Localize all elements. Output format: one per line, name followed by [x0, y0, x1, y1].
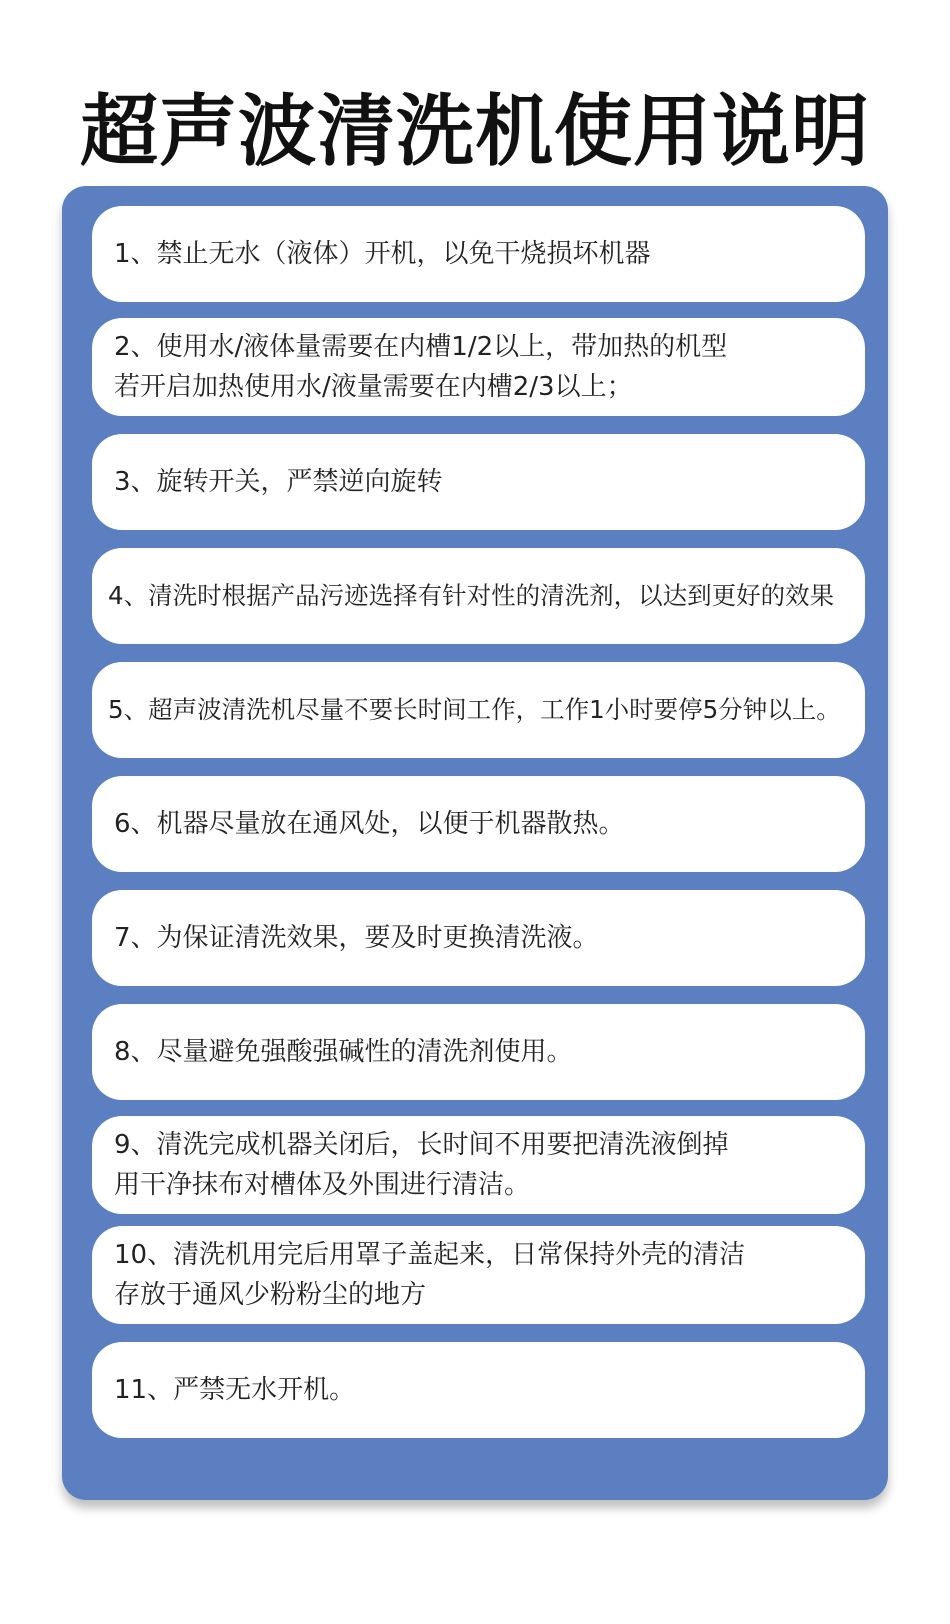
instruction-card-11 — [92, 1342, 865, 1438]
instruction-card-7 — [92, 890, 865, 986]
instruction-line: 3、旋转开关，严禁逆向旋转 — [114, 467, 443, 497]
instruction-text — [114, 804, 625, 844]
instruction-card-3 — [92, 434, 865, 530]
instruction-text — [114, 1370, 355, 1410]
instruction-text — [114, 327, 727, 407]
instruction-text — [108, 576, 834, 616]
instruction-card-10 — [92, 1226, 865, 1324]
instructions-panel — [62, 186, 888, 1500]
instruction-text — [114, 1235, 745, 1315]
instruction-line: 10、清洗机用完后用罩子盖起来，日常保持外壳的清洁 — [114, 1240, 746, 1270]
page-title: 超声波清洗机使用说明 — [79, 87, 870, 177]
instruction-line: 9、清洗完成机器关闭后，长时间不用要把清洗液倒掉 — [114, 1130, 729, 1160]
instruction-card-4 — [92, 548, 865, 644]
instruction-card-1 — [92, 206, 865, 302]
instruction-line: 若开启加热使用水/液量需要在内槽2/3以上； — [114, 372, 633, 402]
instruction-text — [114, 918, 599, 958]
instruction-card-9 — [92, 1116, 865, 1214]
instruction-text — [114, 1032, 573, 1072]
instruction-text — [108, 690, 841, 730]
instruction-card-2 — [92, 318, 865, 416]
instruction-line: 用干净抹布对槽体及外围进行清洁。 — [114, 1170, 531, 1200]
instruction-line: 1、禁止无水（液体）开机，以免干烧损坏机器 — [114, 239, 651, 269]
instruction-text — [114, 462, 443, 502]
instruction-line: 5、超声波清洗机尽量不要长时间工作，工作1小时要停5分钟以上。 — [108, 695, 841, 724]
instruction-line: 8、尽量避免强酸强碱性的清洗剂使用。 — [114, 1037, 573, 1067]
instruction-line: 11、严禁无水开机。 — [114, 1375, 356, 1405]
instruction-card-6 — [92, 776, 865, 872]
instruction-card-8 — [92, 1004, 865, 1100]
instruction-text — [114, 1125, 729, 1205]
instruction-text — [114, 234, 651, 274]
instruction-line: 6、机器尽量放在通风处，以便于机器散热。 — [114, 809, 625, 839]
instruction-line: 7、为保证清洗效果，要及时更换清洗液。 — [114, 923, 599, 953]
instruction-line: 4、清洗时根据产品污迹选择有针对性的清洗剂，以达到更好的效果 — [108, 581, 835, 610]
instruction-line: 存放于通风少粉粉尘的地方 — [114, 1280, 427, 1310]
instruction-line: 2、使用水/液体量需要在内槽1/2以上，带加热的机型 — [114, 332, 728, 362]
instruction-card-5 — [92, 662, 865, 758]
